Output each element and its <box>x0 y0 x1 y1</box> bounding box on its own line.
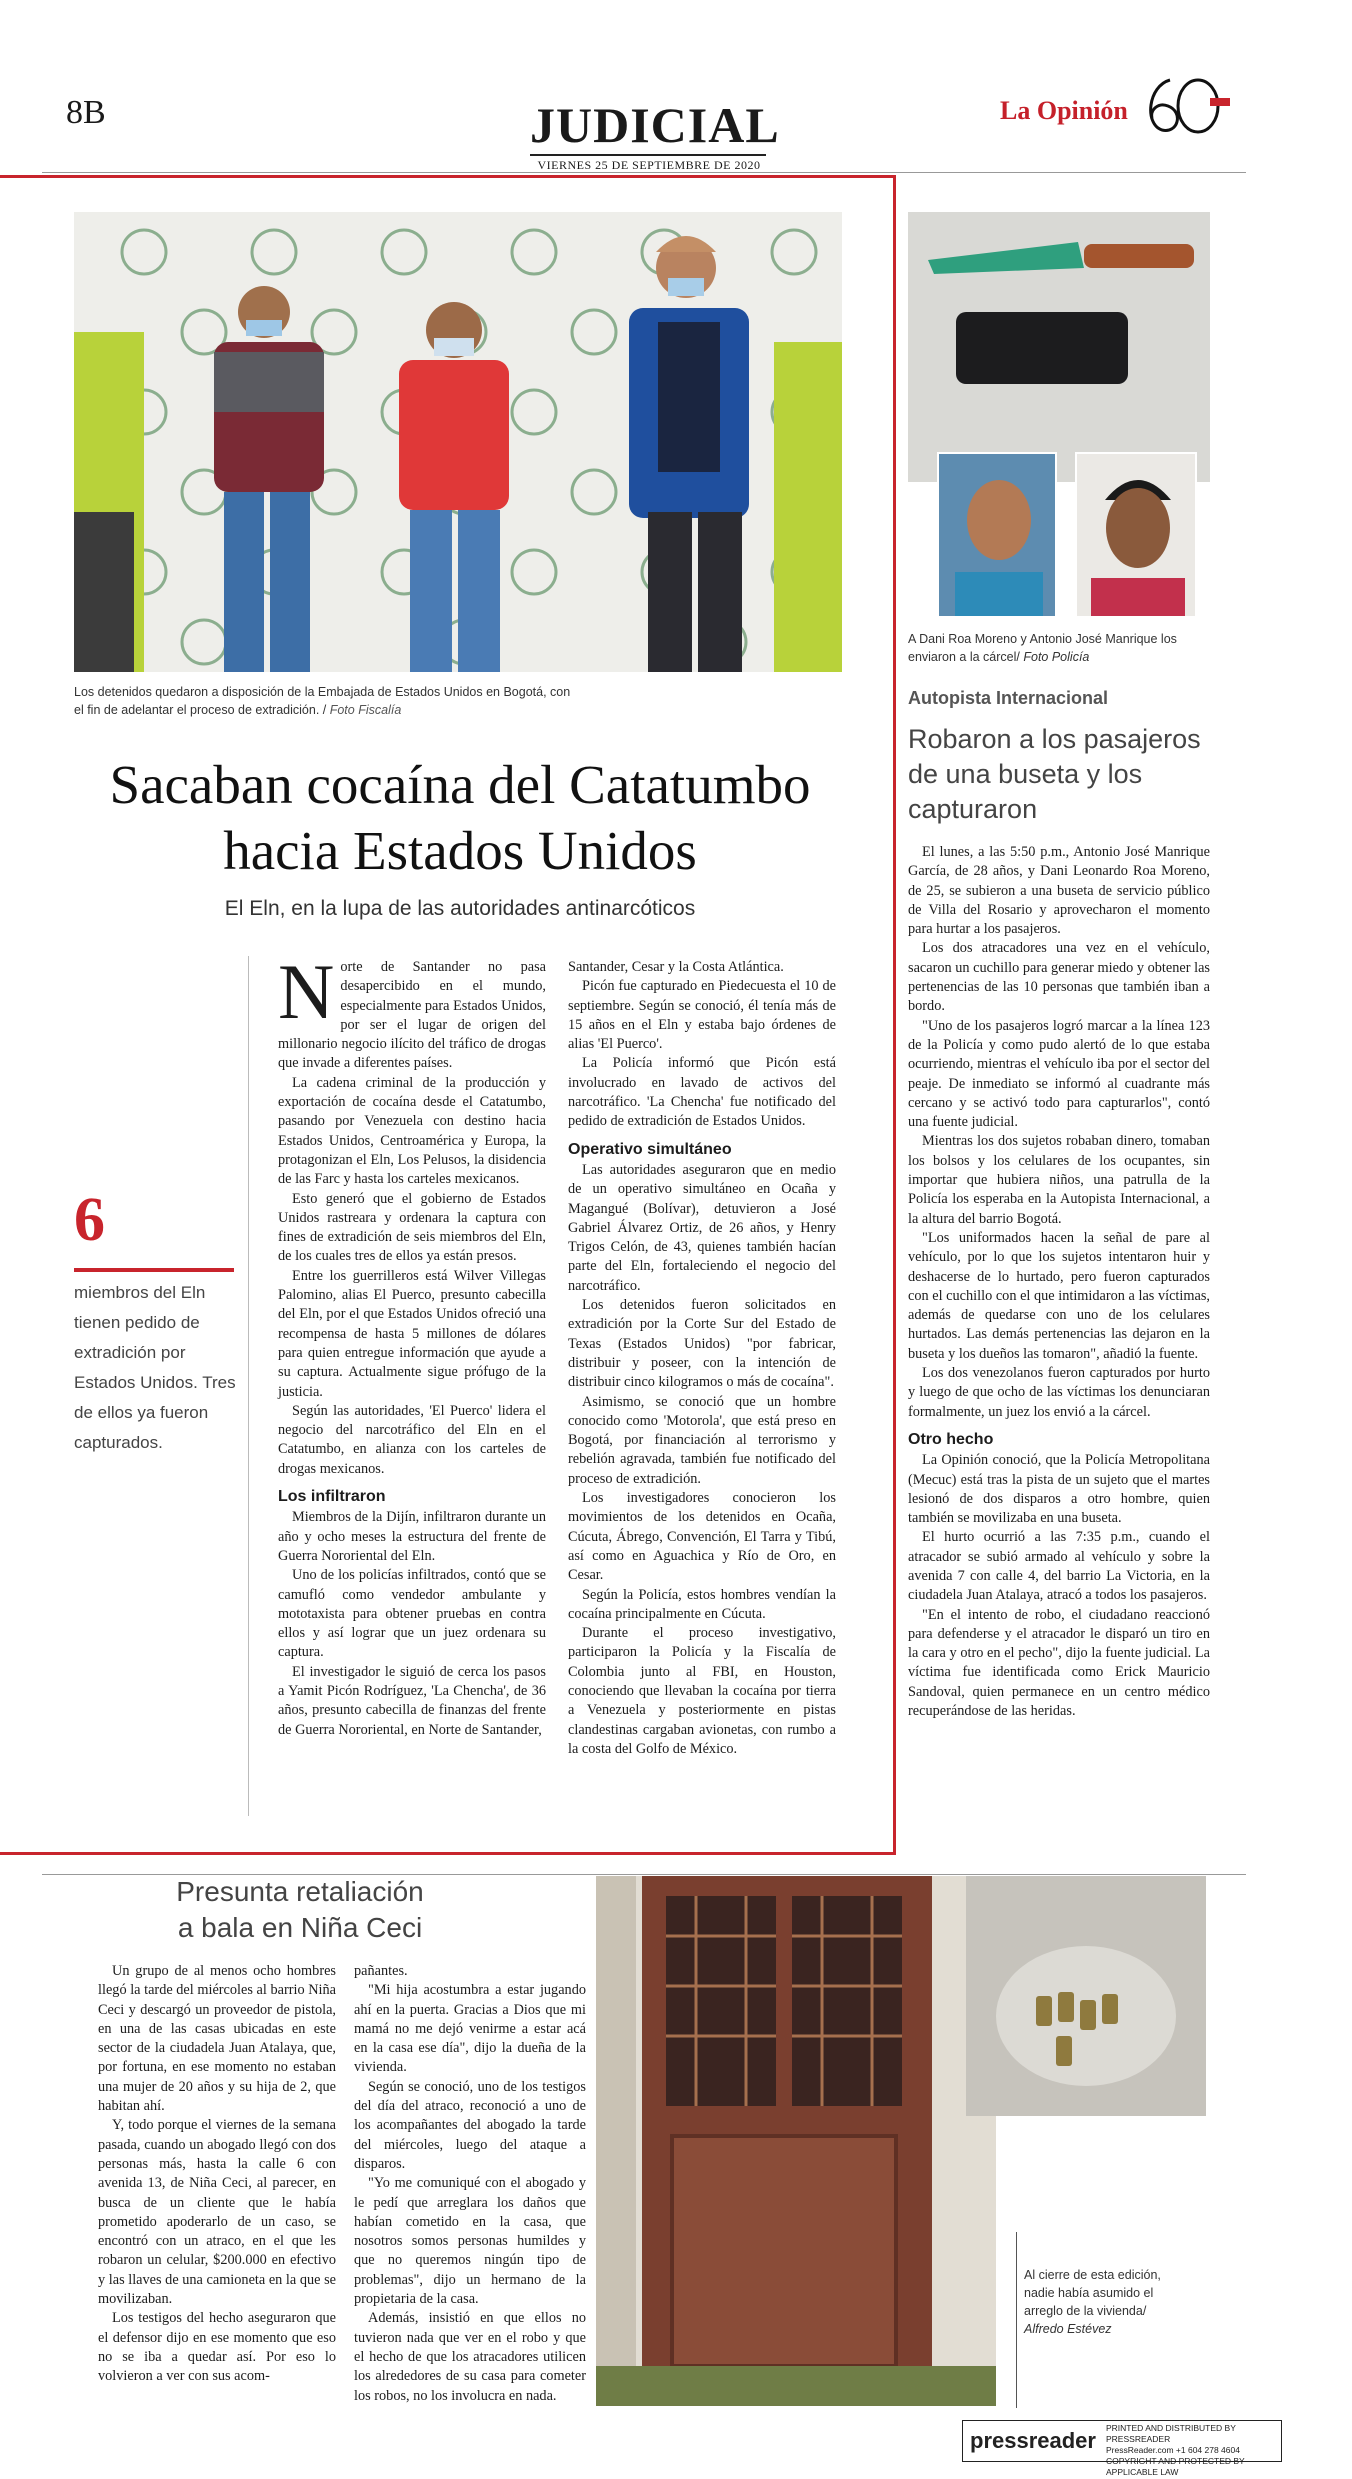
right-paragraph: Los dos atracadores una vez en el vehículo, sacaron un cuchillo para generar miedo y obtener las pertenencias de las 10 personas que también iban a bordo. <box>908 940 1210 1015</box>
lead-column-1 <box>278 948 546 1740</box>
bullet-casings-photo <box>966 1876 1206 2116</box>
lead-paragraph: La cadena criminal de la producción y exportación de cocaína desde el Catatumbo, pasando por Venezuela con destino hacia Estados Unidos, Centroamérica y Europa, la protagonizan el Eln, Los Pelusos, la disidencia de las Farc y hasta los carteles mexicanos. <box>278 1074 546 1188</box>
lead-paragraph <box>278 948 546 1074</box>
damaged-door-photo <box>596 1876 996 2406</box>
bottom-headline-line1: Presunta retaliación <box>176 1876 424 1907</box>
right-paragraph: La Opinión conoció, que la Policía Metropolitana (Mecuc) está tras la pista de un sujeto que el martes lesionó de dos disparos a otro hombre, quien también se movilizaba en una buseta. <box>908 1452 1210 1527</box>
subhead-operativo: Operativo simultáneo <box>568 1140 732 1158</box>
right-paragraph: "Los uniformados hacen la señal de pare al vehículo, por lo que los sujetos intentaron huir y deshacerse de lo hurtado, pero fueron capturados con el cuchillo con el que intimidaron a las víctimas, además de quedarse con uno de los celulares hurtados. Las demás pertenencias las dejaron en la buseta y los dueños las tomaron", añadió la fuente. <box>908 1229 1210 1362</box>
lead-paragraph: Picón fue capturado en Piedecuesta el 10 de septiembre. Según se conoció, él tenía más de 15 años en el Eln y estaba bajo órdenes de alias 'El Puerco'. <box>568 978 836 1053</box>
bottom-paragraph: Un grupo de al menos ocho hombres llegó la tarde del miércoles al barrio Niña Ceci y descargó un proveedor de pistola, en una de las casas ubicadas en este sector de la ciudadela Juan Atalaya, que, por fortuna, en ese momento no estaban una mujer de 20 años y su hija de 2, que habitan ahí. <box>98 1963 336 2115</box>
lead-paragraph: Las autoridades aseguraron que en medio de un operativo simultáneo en Ocaña y Magangué (Bolívar), detuvieron a José Gabriel Álvarez Ortiz, de 26 años, y Henry Trigos Celón, de 43, quienes también hacían parte del Eln, fortaleciendo el negocio del narcotráfico. <box>568 1161 836 1294</box>
bottom-photo-credit: Alfredo Estévez <box>1024 2322 1112 2336</box>
right-paragraph: El hurto ocurrió a las 7:35 p.m., cuando el atracador se subió armado al vehículo y sobre la avenida 7 con calle 4, del barrio La Victoria, en la ciudadela Juan Atalaya, atracó a todos los pasajeros. <box>908 1529 1210 1604</box>
right-paragraph: "Uno de los pasajeros logró marcar a la línea 123 de la Policía y como pudo alertó de lo que estaba ocurriendo, mientras el vehículo iba por el sector del peaje. De inmediato se informó al cuadrante más cercano y se activó todo para capturarlos", contó una fuente judicial. <box>908 1017 1210 1131</box>
bottom-paragraph: Además, insistió en que ellos no tuvieron nada que ver en el robo y que el hecho de que los atracadores utilicen los alrededores de su casa para cometer los robos, no los involucra en nada. <box>354 2310 586 2404</box>
right-photo-caption <box>908 630 1208 666</box>
stat-text: miembros del Eln tienen pedido de extradición por Estados Unidos. Tres de ellos ya fueron capturados. <box>74 1283 236 1452</box>
stat-rule <box>74 1268 234 1272</box>
brand-logo: La Opinión <box>1000 96 1128 125</box>
bottom-paragraph: pañantes. <box>354 1963 408 1979</box>
lead-paragraph: Miembros de la Dijín, infiltraron durante un año y ocho meses la estructura del frente de Guerra Nororiental del Eln. <box>278 1509 546 1564</box>
section-title: JUDICIAL <box>530 97 780 153</box>
lead-paragraph: Los investigadores conocieron los movimientos de los detenidos en Ocaña, Cúcuta, Ábrego, Convención, El Tarra y Tibú, así como en Aguachica y Río de Oro, en Cesar. <box>568 1490 836 1584</box>
bottom-paragraph: "Mi hija acostumbra a estar jugando ahí en la puerta. Gracias a Dios que mi mamá no me dejó venirme a estar acá en la casa ese día", dijo la dueña de la vivienda. <box>354 1982 586 2076</box>
bottom-paragraph: "Yo me comuniqué con el abogado y le pedí que arreglara los daños que habían cometido en la casa, que nosotros somos personas humildes y que no queremos ningún tipo de problemas", dijo un hermano de la propietaria de la casa. <box>354 2175 586 2308</box>
bottom-headline <box>140 1874 460 1946</box>
lead-paragraph: Durante el proceso investigativo, participaron la Policía y la Fiscalía de Colombia junto al FBI, en Houston, conociendo que llevaban la cocaína por tierra a Venezuela y posteriormente en pistas clandestinas cargaban avionetas, con rumbo a la costa del Golfo de México. <box>568 1625 836 1757</box>
lead-paragraph: Los detenidos fueron solicitados en extradición por la Corte Sur del Estado de Texas (Estados Unidos) "por fabricar, distribuir y poseer, con la intención de distribuir cinco kilogramos o más de cocaína". <box>568 1297 836 1391</box>
bottom-column-2 <box>354 1962 586 2406</box>
pressreader-line1: PRINTED AND DISTRIBUTED BY PRESSREADER <box>1106 2423 1236 2444</box>
right-story-body <box>908 843 1210 1721</box>
mugshot-dani-roa <box>937 452 1057 618</box>
right-caption-text: A Dani Roa Moreno y Antonio José Manrique los enviaron a la cárcel/ <box>908 632 1177 664</box>
pressreader-logo: pressreader <box>970 2428 1096 2453</box>
lead-photo-credit: Foto Fiscalía <box>329 703 402 717</box>
caption-rule <box>1016 2232 1017 2408</box>
lead-paragraph-text: orte de Santander no pasa desapercibido en el mundo, especialmente para Estados Unidos, por ser el lugar de origen del millonario negocio ilícito del tráfico de drogas que invade a diferentes países. <box>278 959 546 1072</box>
lead-column-2 <box>568 958 836 1759</box>
bottom-paragraph: Los testigos del hecho aseguraron que el defensor dijo en ese momento que eso no se iba a quedar así. Por eso lo volvieron a ver con sus acom- <box>98 2310 336 2385</box>
pressreader-line3: COPYRIGHT AND PROTECTED BY APPLICABLE LAW <box>1106 2456 1245 2477</box>
knife-and-phone-photo <box>908 212 1210 482</box>
pressreader-info <box>1106 2423 1280 2478</box>
lead-paragraph: Asimismo, se conoció que un hombre conocido como 'Motorola', que está preso en Bogotá, por financiación al terrorismo y rebelión agravada, también fue notificado del proceso de extradición. <box>568 1393 836 1487</box>
section-rule <box>530 154 766 156</box>
anniversary-60-logo <box>1138 72 1234 138</box>
header-rule <box>42 172 1246 173</box>
bottom-photo-caption <box>1024 2266 1164 2338</box>
right-paragraph: "En el intento de robo, el ciudadano reaccionó para defenderse y el atracador le disparó un tiro en la cara y otro en el pecho", dijo la fuente judicial. La víctima fue identificada como Erick Mauricio Sandoval, quien permanece en un centro médico recuperándose de las heridas. <box>908 1606 1210 1720</box>
edition-date: VIERNES 25 DE SEPTIEMBRE DE 2020 <box>537 158 761 172</box>
column-rule <box>248 956 249 1816</box>
stat-number: 6 <box>74 1186 105 1254</box>
lead-headline <box>70 752 850 884</box>
right-kicker: Autopista Internacional <box>908 688 1109 708</box>
bottom-caption-text: Al cierre de esta edición, nadie había asumido el arreglo de la vivienda/ <box>1024 2268 1161 2318</box>
page-number: 8B <box>66 94 106 131</box>
bottom-column-1 <box>98 1962 336 2387</box>
right-paragraph: Los dos venezolanos fueron capturados por hurto y luego de que ocho de las víctimas los denunciaran formalmente, un juez los envió a la cárcel. <box>908 1365 1210 1420</box>
right-paragraph: El lunes, a las 5:50 p.m., Antonio José Manrique García, de 28 años, y Dani Leonardo Roa Moreno, de 25, se subieron a una buseta de servicio público de Villa del Rosario y aprovecharon el momento para hurtar a los pasajeros. <box>908 844 1210 938</box>
right-headline: Robaron a los pasajeros de una buseta y los capturaron <box>908 724 1201 824</box>
right-paragraph: Mientras los dos sujetos robaban dinero, tomaban los bolsos y los celulares de los ocupantes, sin importar que hubiera niños, una patrulla de la Policía los esperaba en la Autopista Internacional, a la altura del barrio Bogotá. <box>908 1133 1210 1227</box>
lead-paragraph: Entre los guerrilleros está Wilver Villegas Palomino, alias El Puerco, presunto cabecilla del Eln, por el que Estados Unidos ofreció una recompensa de hasta 5 millones de dólares para quien entregue información que ayude a su captura. Actualmente sigue prófugo de la justicia. <box>278 1267 546 1400</box>
bottom-paragraph: Y, todo porque el viernes de la semana pasada, cuando un abogado llegó con dos personas más, hasta la calle 6 con avenida 13, de Niña Ceci, al parecer, en busca de un cliente que le había prometido apoderarlo de un caso, se encontró con un atraco, en el que les robaron un celular, $200.000 en efectivo y las llaves de una camioneta en la que se movilizaban. <box>98 2117 336 2308</box>
detainees-photo <box>74 212 842 672</box>
lead-paragraph: Santander, Cesar y la Costa Atlántica. <box>568 959 784 975</box>
drop-cap: N <box>278 948 335 1035</box>
bottom-paragraph: Según se conoció, uno de los testigos del día del atraco, reconoció a uno de los acompañantes del abogado la tarde del miércoles, luego del ataque a disparos. <box>354 2078 586 2172</box>
lead-paragraph: Esto generó que el gobierno de Estados Unidos rastreara y ordenara la captura con fines de extradición de seis miembros del Eln, de los cuales tres de ellos ya están presos. <box>278 1190 546 1265</box>
right-photo-credit: Foto Policía <box>1023 650 1090 664</box>
lead-paragraph: Según la Policía, estos hombres vendían la cocaína principalmente en Cúcuta. <box>568 1586 836 1622</box>
lead-paragraph: El investigador le siguió de cerca los pasos a Yamit Picón Rodríguez, 'La Chencha', de 36 años, presunto cabecilla de finanzas del frente de Guerra Nororiental, en Norte de Santander, <box>278 1663 546 1738</box>
lead-headline-line1: Sacaban cocaína del Catatumbo <box>109 754 811 815</box>
lead-paragraph: Según las autoridades, 'El Puerco' lidera el negocio del narcotráfico del Eln en el Catatumbo, en alianza con los carteles de drogas mexicanos. <box>278 1402 546 1477</box>
lead-headline-line2: hacia Estados Unidos <box>223 820 697 881</box>
lead-paragraph: La Policía informó que Picón está involucrado en lavado de activos del narcotráfico. 'La Chencha' fue notificado del pedido de extradición de Estados Unidos. <box>568 1055 836 1130</box>
mugshot-antonio-manrique <box>1075 452 1197 618</box>
subhead-infiltraron: Los infiltraron <box>278 1488 386 1506</box>
lead-subtitle: El Eln, en la lupa de las autoridades antinarcóticos <box>224 897 696 920</box>
pressreader-line2: PressReader.com +1 604 278 4604 <box>1106 2445 1240 2455</box>
lead-paragraph: Uno de los policías infiltrados, contó que se camufló como vendedor ambulante y mototaxista para obtener pruebas en contra ellos y así lograr que un juez ordenara su captura. <box>278 1567 546 1661</box>
subhead-otro-hecho: Otro hecho <box>908 1430 994 1448</box>
lead-photo-caption: Los detenidos quedaron a disposición de la Embajada de Estados Unidos en Bogotá, con el fin de adelantar el proceso de extradición. / Foto Fiscalía <box>74 685 571 717</box>
bottom-headline-line2: a bala en Niña Ceci <box>177 1912 423 1943</box>
lead-caption-text: Los detenidos quedaron a disposición de la Embajada de Estados Unidos en Bogotá, con el fin de adelantar el proceso de extradición. <box>74 685 571 717</box>
